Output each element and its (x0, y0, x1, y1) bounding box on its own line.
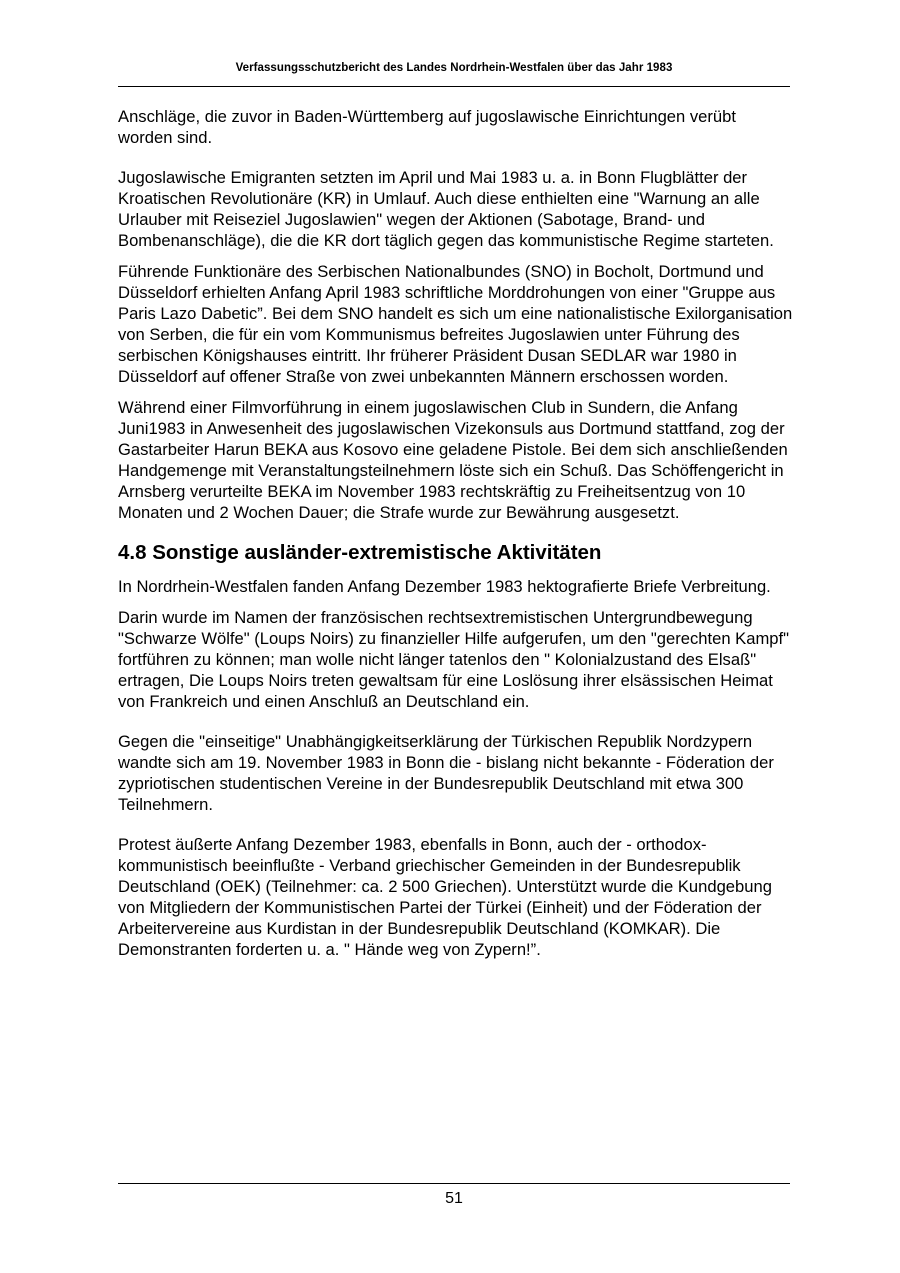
paragraph: Darin wurde im Namen der französischen rechtsextremistischen Untergrundbewegung "Schwarze Wölfe" (Loups Noirs) zu finanzieller Hilfe aufgerufen, um den "gerechten Kampf" fortführen zu können; man wolle nicht länger tatenlos den " Kolonialzustand des Elsaß" ertragen, Die Loups Noirs treten gewaltsam für eine Loslösung ihrer elsässischen Heimat von Frankreich und einen Anschluß an Deutschland ein. (118, 608, 790, 711)
document-body (118, 106, 793, 960)
paragraph: Während einer Filmvorführung in einem jugoslawischen Club in Sundern, die Anfang Juni1983 in Anwesenheit des jugoslawischen Vizekonsuls aus Dortmund stattfand, zog der Gastarbeiter Harun BEKA aus Kosovo eine geladene Pistole. Bei dem sich anschließenden Handgemenge mit Veranstaltungsteilnehmern löste sich ein Schuß. Das Schöffengericht in Arnsberg verurteilte BEKA im November 1983 rechtskräftig zu Freiheitsentzug von 10 Monaten und 2 Wochen Dauer; die Strafe wurde zur Bewährung ausgesetzt. (118, 398, 788, 522)
section-heading: 4.8 Sonstige ausländer-extremistische Aktivitäten (118, 541, 602, 564)
paragraph: In Nordrhein-Westfalen fanden Anfang Dezember 1983 hektografierte Briefe Verbreitung. (118, 577, 771, 596)
paragraph: Jugoslawische Emigranten setzten im April und Mai 1983 u. a. in Bonn Flugblätter der Kroatischen Revolutionäre (KR) in Umlauf. Auch diese enthielten eine "Warnung an alle Urlauber mit Reiseziel Jugoslawien" wegen der Aktionen (Sabotage, Brand- und Bombenanschläge), die die KR dort täglich gegen das kommunistische Regime starteten. (118, 168, 774, 250)
page-header: Verfassungsschutzbericht des Landes Nordrhein-Westfalen über das Jahr 1983 (235, 62, 673, 74)
paragraph: Anschläge, die zuvor in Baden-Württemberg auf jugoslawische Einrichtungen verübt worden sind. (118, 107, 736, 147)
paragraph: Gegen die "einseitige" Unabhängigkeitserklärung der Türkischen Republik Nordzypern wandte sich am 19. November 1983 in Bonn die - bislang nicht bekannte - Föderation der zypriotischen studentischen Vereine in der Bundesrepublik Deutschland mit etwa 300 Teilnehmern. (118, 732, 774, 814)
header-divider (118, 86, 790, 87)
paragraph: Führende Funktionäre des Serbischen Nationalbundes (SNO) in Bocholt, Dortmund und Düsseldorf erhielten Anfang April 1983 schriftliche Morddrohungen von einer "Gruppe aus Paris Lazo Dabetic”. Bei dem SNO handelt es sich um eine nationalistische Exilorganisation von Serben, die für ein vom Kommunismus befreites Jugoslawien unter Führung des serbischen Königshauses eintritt. Ihr früherer Präsident Dusan SEDLAR war 1980 in Düsseldorf auf offener Straße von zwei unbekannten Männern erschossen worden. (118, 262, 793, 386)
paragraph: Protest äußerte Anfang Dezember 1983, ebenfalls in Bonn, auch der - orthodox-kommunistisch beeinflußte - Verband griechischer Gemeinden in der Bundesrepublik Deutschland (OEK) (Teilnehmer: ca. 2 500 Griechen). Unterstützt wurde die Kundgebung von Mitgliedern der Kommunistischen Partei der Türkei (Einheit) und der Föderation der Arbeitervereine aus Kurdistan in der Bundesrepublik Deutschland (KOMKAR). Die Demonstranten forderten u. a. " Hände weg von Zypern!”. (118, 835, 772, 959)
page-number: 51 (445, 1190, 463, 1207)
footer-divider (118, 1183, 790, 1184)
